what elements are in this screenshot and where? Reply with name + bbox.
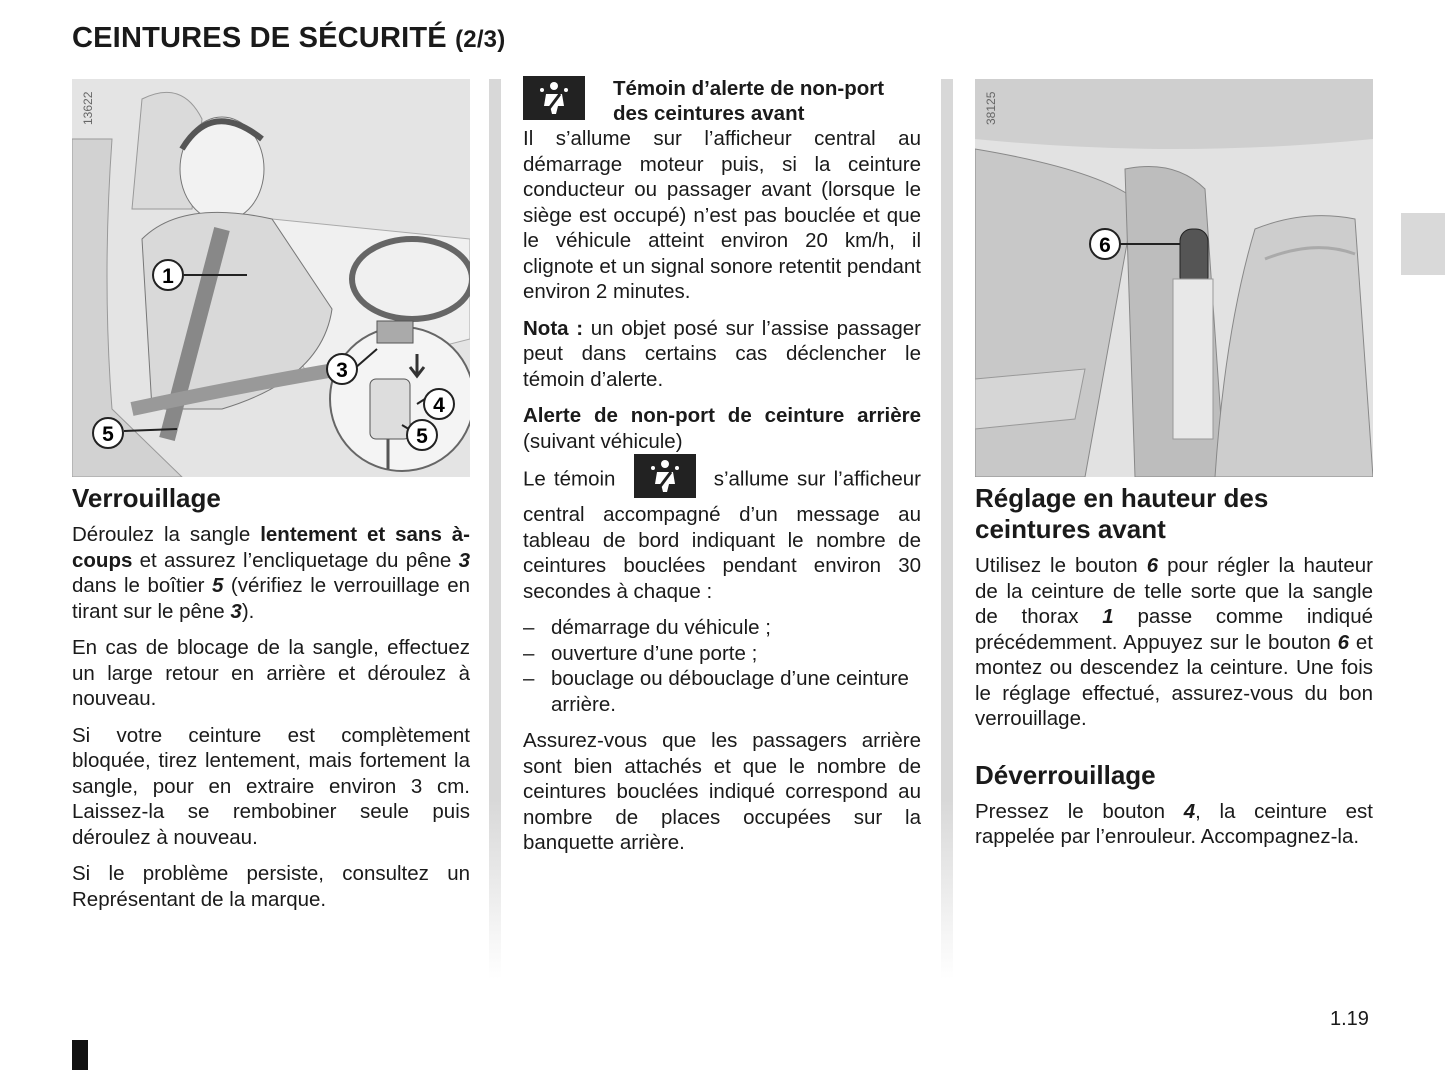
- paragraph: Assurez-vous que les passagers arrière sont bien attachés et que le nombre de ceintures bouclées indiqué correspond au nombre de places occupées sur la banquette arrière.: [523, 729, 921, 854]
- list-item: – bouclage ou débouclage d’une ceinture arrière.: [523, 666, 921, 717]
- figure-ref-number: 13622: [81, 91, 95, 125]
- paragraph: Le témoin s’allume sur l’afficheur central accompagné d’un message au tableau de bord indiquant le nombre de ceintures bouclées pendant environ 30 secondes à chaque :: [523, 458, 921, 604]
- figure-seatbelt-driver: [72, 79, 470, 477]
- chapter-tab: [1401, 213, 1445, 275]
- section-heading-deverrouillage: Déverrouillage: [975, 759, 1156, 790]
- page-number: 1.19: [1330, 1008, 1369, 1030]
- column-middle: [523, 76, 921, 867]
- title-text: CEINTURES DE SÉCURITÉ: [72, 22, 447, 54]
- column-left: [72, 79, 470, 923]
- paragraph: Si le problème persiste, consultez un Représentant de la marque.: [72, 862, 470, 911]
- paragraph: Pressez le bouton 4, la ceinture est rappelée par l’enrouleur. Accompagnez-la.: [975, 799, 1374, 848]
- corner-mark: [72, 1040, 88, 1070]
- column-separator: [941, 79, 953, 979]
- callout-4-label: 4: [433, 394, 445, 417]
- column-right: [975, 79, 1373, 861]
- callout-1-label: 1: [162, 265, 174, 288]
- warning-header: [523, 76, 921, 126]
- paragraph: Il s’allume sur l’afficheur central au démarrage moteur puis, si la ceinture conducteur ou passager avant (lorsque le siège est occupé) n’est pas bouclée et que le véhicule atteint environ 20 km/h, il clignote et un signal sonore retentit pendant environ 2 minutes.: [523, 127, 921, 303]
- seatbelt-warning-icon: [523, 76, 585, 120]
- page-title: [72, 22, 505, 55]
- rear-alert-heading: Alerte de non-port de ceinture arrière (suivant véhicule): [523, 404, 921, 453]
- figure-height-adjuster: [975, 79, 1373, 477]
- column-separator: [489, 79, 501, 979]
- title-page-indicator: (2/3): [455, 26, 506, 53]
- paragraph: Utilisez le bouton 6 pour régler la hauteur de la ceinture de telle sorte que la sangle de thorax 1 passe comme indiqué précédemment. Appuyez sur le bouton 6 et montez ou descendez la ceinture. Une fois le réglage effectué, assurez-vous du bon verrouillage.: [975, 554, 1373, 730]
- driver-seatbelt-illustration: [72, 79, 470, 477]
- callout-3-label: 3: [336, 359, 348, 382]
- callout-5-right-label: 5: [416, 425, 428, 448]
- callout-6-label: 6: [1099, 234, 1111, 257]
- figure-ref-number: 38125: [984, 91, 998, 125]
- paragraph: En cas de blocage de la sangle, effectuez un large retour en arrière et déroulez à nouveau.: [72, 636, 470, 710]
- nota-paragraph: Nota : un objet posé sur l’assise passager peut dans certains cas déclencher le témoin d’alerte.: [523, 316, 921, 391]
- list-item: – ouverture d’une porte ;: [523, 641, 921, 667]
- callout-5-left-label: 5: [102, 423, 114, 446]
- warning-title: Témoin d’alerte de non-port des ceintures avant: [613, 77, 885, 125]
- belt-height-illustration: [975, 79, 1373, 477]
- seatbelt-warning-icon: [634, 454, 696, 498]
- list-item: – démarrage du véhicule ;: [523, 615, 921, 641]
- situation-list: [523, 615, 921, 717]
- section-heading-verrouillage: Verrouillage: [72, 483, 221, 513]
- section-heading-reglage: Réglage en hauteur des ceintures avant: [975, 483, 1269, 544]
- paragraph: Déroulez la sangle lentement et sans à-coups et assurez l’encliquetage du pêne 3 dans le boîtier 5 (vérifiez le verrouillage en tirant sur le pêne 3).: [72, 523, 470, 623]
- paragraph: Si votre ceinture est complètement bloquée, tirez lentement, mais fortement la sangle, pour en extraire environ 3 cm. Laissez-la se rembobiner seule puis déroulez à nouveau.: [72, 723, 470, 849]
